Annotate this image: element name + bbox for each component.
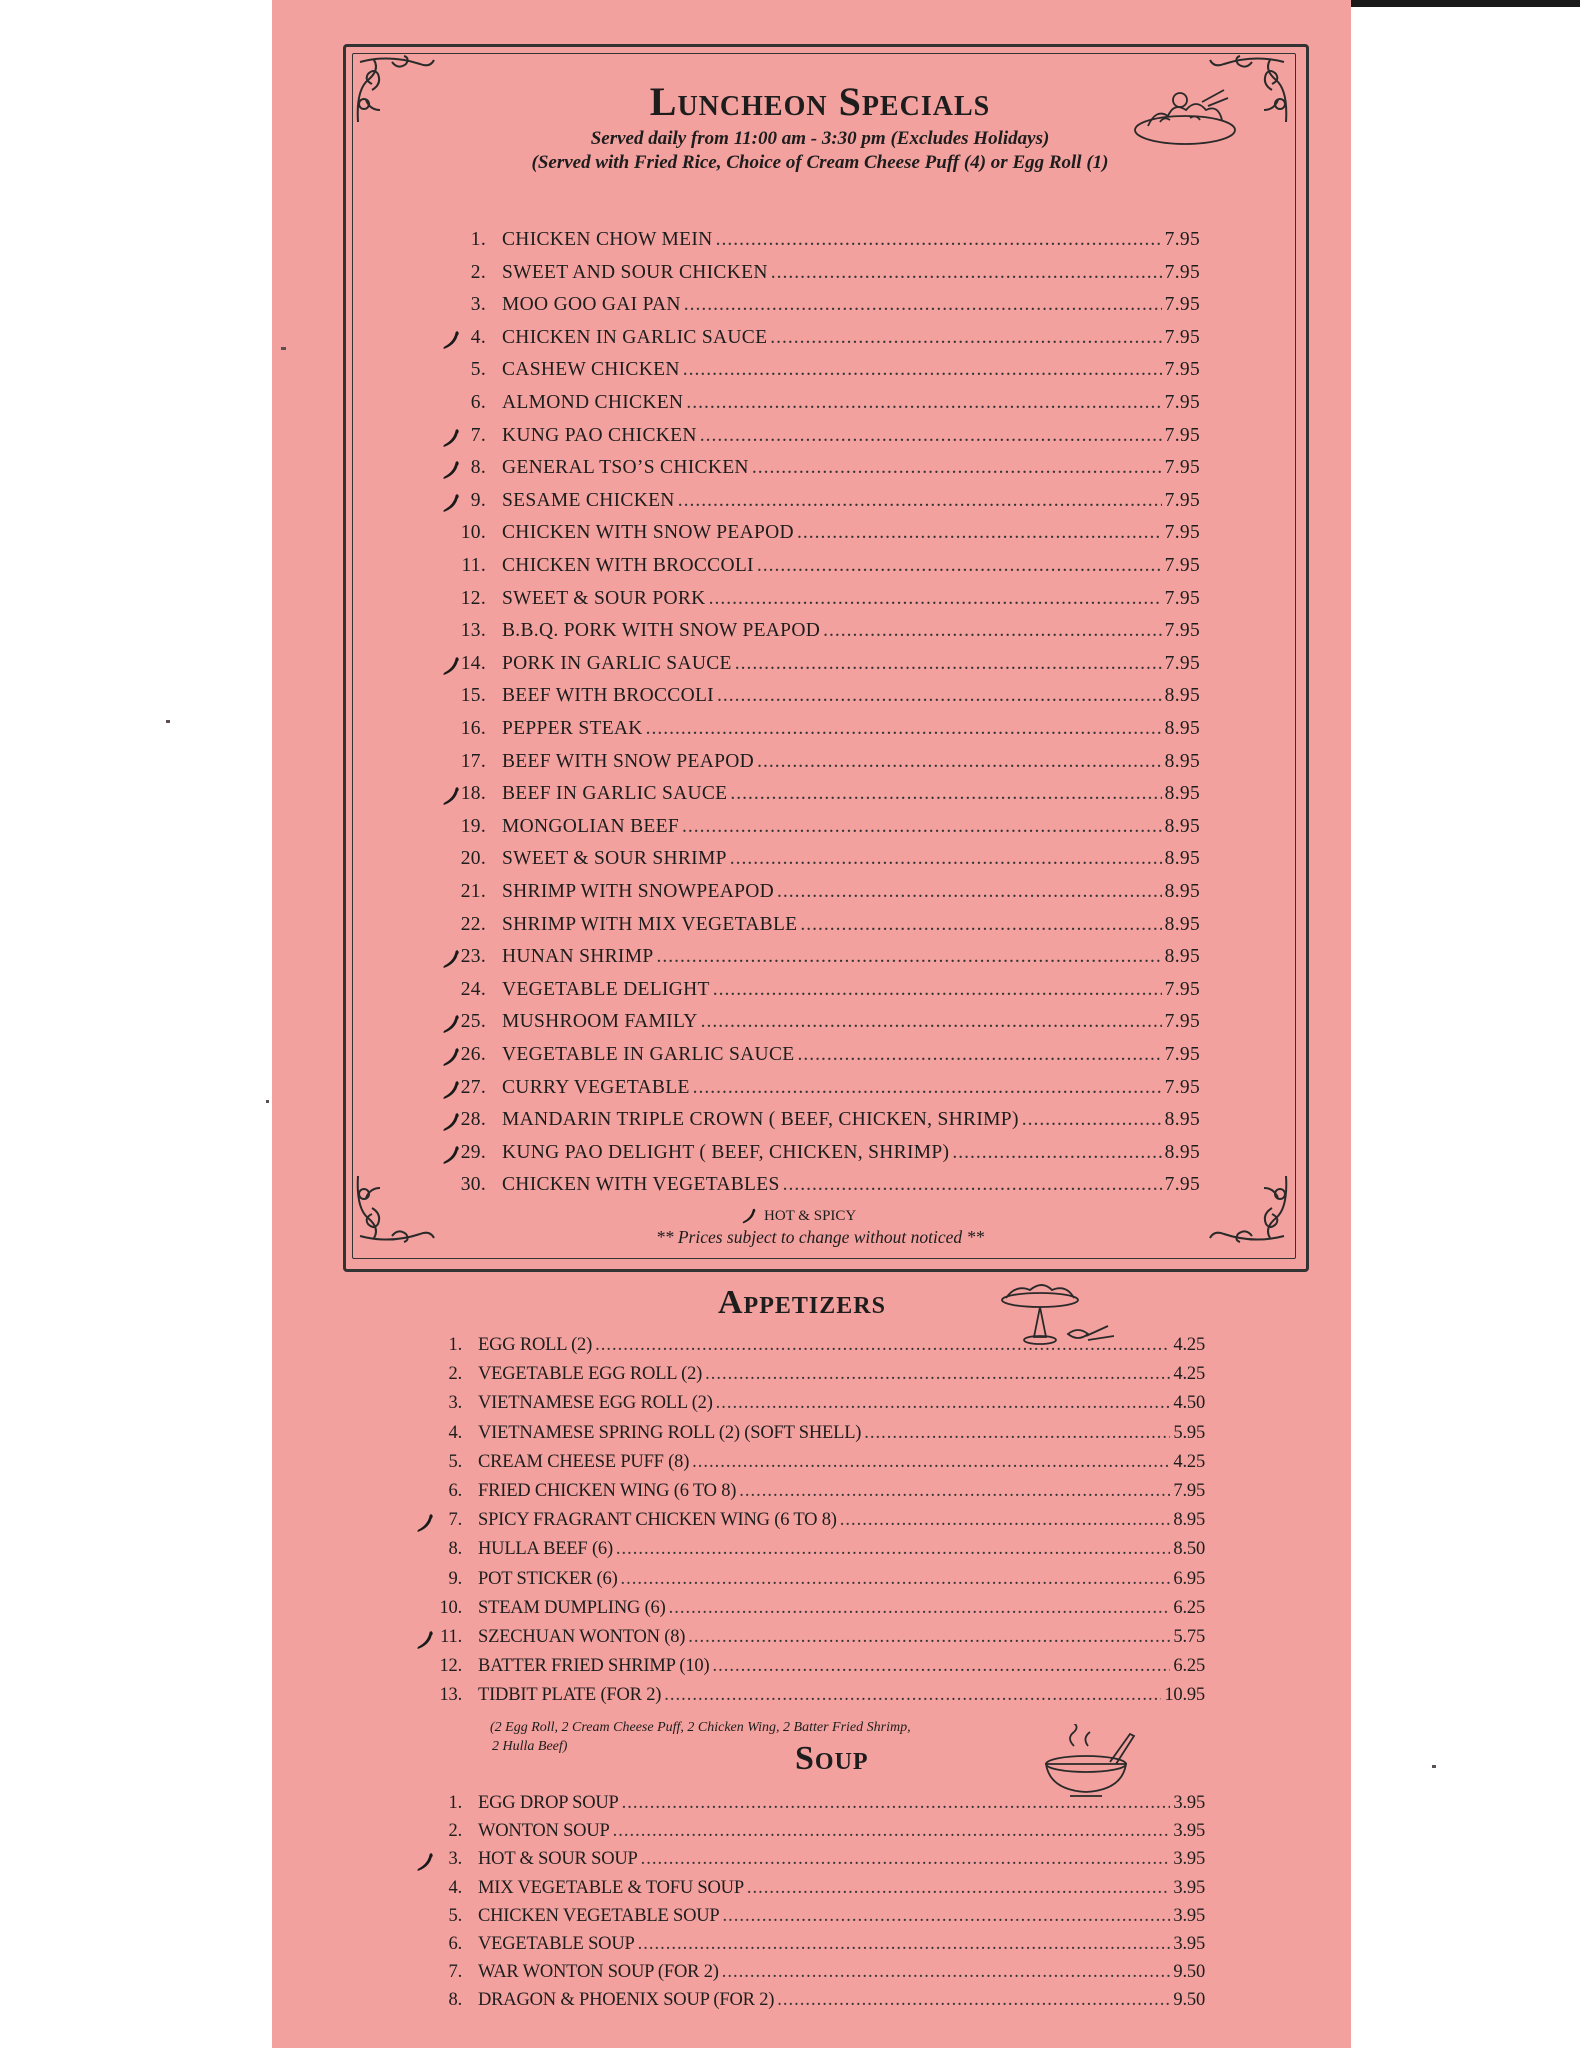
luncheon-item: [440, 979, 1200, 1009]
leader-dots: [777, 1990, 1170, 2011]
leader-dots: [682, 816, 1162, 838]
item-price: 7.95: [1164, 652, 1200, 674]
item-name: CURRY VEGETABLE: [502, 1076, 690, 1098]
item-price: 7.95: [1173, 1481, 1205, 1501]
leader-dots: [735, 653, 1162, 675]
appetizer-item: [420, 1656, 1205, 1685]
item-number: 29.: [460, 1141, 486, 1163]
leader-dots: [688, 1627, 1170, 1648]
item-number: 16.: [460, 718, 486, 739]
luncheon-item: [440, 490, 1200, 520]
soup-item: [420, 1962, 1205, 1991]
leader-dots: [692, 1452, 1170, 1473]
soup-item: [420, 1878, 1205, 1907]
item-number: 6.: [470, 392, 486, 413]
leader-dots: [713, 979, 1162, 1001]
soup-title: Soup: [795, 1740, 869, 1777]
appetizer-item: [420, 1510, 1205, 1539]
item-name: TIDBIT PLATE (FOR 2): [478, 1685, 662, 1706]
leader-dots: [641, 1849, 1171, 1870]
item-number: 3.: [470, 294, 486, 316]
scan-mark: [281, 347, 286, 350]
item-number: 22.: [460, 913, 486, 935]
item-price: 7.95: [1164, 294, 1200, 316]
item-name: VIETNAMESE SPRING ROLL (2) (SOFT SHELL): [478, 1422, 862, 1443]
item-number: 4.: [448, 1422, 462, 1443]
item-name: SPICY FRAGRANT CHICKEN WING (6 TO 8): [478, 1510, 837, 1531]
luncheon-item: [440, 294, 1200, 324]
luncheon-item: [440, 425, 1200, 455]
item-name: VEGETABLE DELIGHT: [502, 978, 710, 1000]
luncheon-sides-note: (Served with Fried Rice, Choice of Cream Cheese Puff (4) or Egg Roll (1): [531, 152, 1109, 173]
item-price: 3.95: [1173, 1821, 1205, 1842]
spicy-legend: [740, 1207, 856, 1225]
leader-dots: [613, 1821, 1171, 1842]
item-number: 10.: [439, 1597, 462, 1618]
item-name: CREAM CHEESE PUFF (8): [478, 1451, 690, 1472]
item-number: 1.: [448, 1793, 462, 1813]
item-price: 7.95: [1164, 326, 1200, 348]
item-price: 7.95: [1164, 1174, 1200, 1196]
item-name: CHICKEN WITH VEGETABLES: [502, 1174, 780, 1196]
item-price: 8.95: [1164, 1141, 1200, 1163]
chili-pepper-icon: [440, 459, 462, 481]
item-number: 11.: [461, 555, 486, 576]
item-name: CHICKEN CHOW MEIN: [502, 229, 713, 250]
leader-dots: [616, 1539, 1171, 1560]
item-name: BEEF WITH SNOW PEAPOD: [502, 750, 755, 772]
item-price: 3.95: [1173, 1934, 1205, 1954]
leader-dots: [678, 490, 1162, 512]
leader-dots: [952, 1142, 1161, 1164]
item-number: 4.: [448, 1877, 462, 1898]
luncheon-title: Luncheon Specials: [649, 79, 991, 124]
appetizer-item: [420, 1423, 1205, 1452]
leader-dots: [823, 620, 1162, 642]
leader-dots: [683, 359, 1162, 381]
leader-dots: [700, 425, 1162, 447]
leader-dots: [730, 783, 1161, 805]
item-price: 3.95: [1173, 1849, 1205, 1870]
item-price: 6.25: [1173, 1597, 1205, 1618]
item-name: VEGETABLE EGG ROLL (2): [478, 1364, 703, 1385]
spicy-legend-label: HOT & SPICY: [764, 1207, 857, 1224]
item-name: CHICKEN VEGETABLE SOUP: [478, 1905, 720, 1926]
item-number: 2.: [448, 1364, 462, 1385]
leader-dots: [783, 1174, 1162, 1196]
leader-dots: [712, 1656, 1170, 1677]
soup-item: [420, 1906, 1205, 1935]
luncheon-item: [440, 1109, 1200, 1139]
item-number: 12.: [439, 1656, 462, 1677]
leader-dots: [757, 751, 1162, 773]
leader-dots: [705, 1364, 1170, 1385]
chili-pepper-icon: [440, 1046, 462, 1068]
leader-dots: [777, 881, 1162, 903]
item-number: 13.: [460, 620, 486, 642]
item-name: BATTER FRIED SHRIMP (10): [478, 1656, 710, 1677]
item-price: 8.95: [1164, 718, 1200, 739]
item-number: 24.: [460, 978, 486, 1000]
item-price: 8.95: [1164, 1109, 1200, 1131]
chili-pepper-icon: [414, 1851, 436, 1873]
scan-mark: [1432, 1765, 1436, 1768]
item-name: SZECHUAN WONTON (8): [478, 1627, 686, 1647]
chili-pepper-icon: [440, 492, 462, 514]
luncheon-item: [440, 946, 1200, 976]
item-name: B.B.Q. PORK WITH SNOW PEAPOD: [502, 620, 821, 642]
leader-dots: [797, 522, 1162, 544]
item-number: 2.: [470, 261, 486, 283]
item-price: 7.95: [1164, 359, 1200, 381]
soup-item: [420, 1849, 1205, 1878]
chili-pepper-icon: [440, 1013, 462, 1035]
item-price: 7.95: [1164, 457, 1200, 479]
leader-dots: [840, 1510, 1171, 1531]
tidbit-note-line: (2 Egg Roll, 2 Cream Cheese Puff, 2 Chicken Wing, 2 Batter Fried Shrimp,: [490, 1720, 911, 1735]
item-name: HULLA BEEF (6): [478, 1539, 613, 1560]
leader-dots: [646, 718, 1162, 740]
chili-pepper-icon: [440, 655, 462, 677]
item-name: STEAM DUMPLING (6): [478, 1597, 666, 1618]
item-number: 8.: [448, 1539, 462, 1560]
item-name: CHICKEN WITH BROCCOLI: [502, 555, 754, 576]
leader-dots: [621, 1569, 1171, 1590]
leader-dots: [716, 1393, 1171, 1414]
leader-dots: [657, 946, 1162, 968]
luncheon-item: [440, 620, 1200, 650]
leader-dots: [709, 588, 1162, 610]
item-name: SWEET & SOUR PORK: [502, 587, 706, 609]
luncheon-item: [440, 914, 1200, 944]
item-price: 7.95: [1164, 620, 1200, 642]
leader-dots: [622, 1793, 1171, 1814]
item-number: 27.: [460, 1076, 486, 1098]
appetizer-item: [420, 1393, 1205, 1422]
soup-item: [420, 1793, 1205, 1822]
item-name: MOO GOO GAI PAN: [502, 294, 681, 316]
item-price: 4.25: [1173, 1335, 1205, 1355]
luncheon-item: [440, 653, 1200, 683]
item-name: WAR WONTON SOUP (FOR 2): [478, 1962, 719, 1983]
item-price: 8.95: [1164, 815, 1200, 837]
luncheon-item: [440, 359, 1200, 389]
item-number: 15.: [460, 685, 486, 707]
chili-pepper-icon: [740, 1207, 758, 1225]
chili-pepper-icon: [440, 785, 462, 807]
item-price: 7.95: [1164, 978, 1200, 1000]
item-name: SHRIMP WITH SNOWPEAPOD: [502, 881, 775, 902]
item-price: 7.95: [1164, 1011, 1200, 1033]
item-price: 8.95: [1164, 783, 1200, 805]
item-name: PORK IN GARLIC SAUCE: [502, 652, 732, 674]
ornament-corner-icon: [1204, 1168, 1294, 1248]
item-price: 3.95: [1173, 1793, 1205, 1813]
item-number: 5.: [470, 359, 486, 381]
item-name: VEGETABLE IN GARLIC SAUCE: [502, 1044, 795, 1065]
item-name: CHICKEN IN GARLIC SAUCE: [502, 326, 768, 348]
food-platter-icon: [1130, 82, 1240, 152]
luncheon-item: [440, 1011, 1200, 1041]
item-name: CASHEW CHICKEN: [502, 359, 680, 381]
soup-item: [420, 1990, 1205, 2019]
item-number: 7.: [448, 1510, 462, 1531]
item-price: 10.95: [1164, 1685, 1205, 1706]
luncheon-item: [440, 1174, 1200, 1204]
item-price: 7.95: [1164, 1076, 1200, 1098]
ornament-corner-icon: [350, 1168, 440, 1248]
item-name: DRAGON & PHOENIX SOUP (FOR 2): [478, 1990, 775, 2011]
luncheon-item: [440, 848, 1200, 878]
item-name: VEGETABLE SOUP: [478, 1934, 635, 1954]
leader-dots: [752, 457, 1162, 479]
leader-dots: [864, 1423, 1170, 1444]
item-number: 6.: [448, 1481, 462, 1501]
scan-mark: [166, 720, 170, 723]
item-price: 4.50: [1173, 1393, 1205, 1414]
leader-dots: [722, 1906, 1170, 1927]
leader-dots: [797, 1044, 1161, 1066]
luncheon-item: [440, 229, 1200, 259]
item-name: WONTON SOUP: [478, 1821, 610, 1842]
item-number: 10.: [460, 522, 486, 544]
leader-dots: [800, 914, 1161, 936]
luncheon-item: [440, 718, 1200, 748]
tidbit-plate-note: [490, 1718, 1050, 1756]
item-price: 3.95: [1173, 1905, 1205, 1926]
item-number: 17.: [460, 750, 486, 772]
item-number: 9.: [448, 1568, 462, 1589]
leader-dots: [747, 1878, 1171, 1899]
leader-dots: [730, 848, 1162, 870]
price-notice: ** Prices subject to change without noticed **: [655, 1227, 985, 1247]
leader-dots: [739, 1481, 1170, 1502]
chili-pepper-icon: [440, 948, 462, 970]
tidbit-note-line: 2 Hulla Beef): [492, 1739, 568, 1754]
luncheon-item: [440, 522, 1200, 552]
leader-dots: [1022, 1109, 1162, 1131]
item-name: EGG ROLL (2): [478, 1335, 593, 1355]
item-name: KUNG PAO CHICKEN: [502, 424, 697, 446]
leader-dots: [638, 1934, 1171, 1955]
item-name: CHICKEN WITH SNOW PEAPOD: [502, 522, 794, 544]
item-price: 7.95: [1164, 392, 1200, 413]
item-name: ALMOND CHICKEN: [502, 392, 684, 413]
item-price: 7.95: [1164, 489, 1200, 511]
item-number: 20.: [460, 848, 486, 870]
item-name: FRIED CHICKEN WING (6 TO 8): [478, 1481, 737, 1501]
leader-dots: [664, 1685, 1161, 1706]
item-price: 8.95: [1164, 913, 1200, 935]
item-number: 26.: [460, 1044, 486, 1065]
item-name: MONGOLIAN BEEF: [502, 815, 679, 837]
item-number: 19.: [460, 815, 486, 837]
item-price: 5.95: [1173, 1422, 1205, 1443]
item-name: KUNG PAO DELIGHT ( BEEF, CHICKEN, SHRIMP): [502, 1141, 950, 1163]
item-number: 12.: [460, 587, 486, 609]
item-number: 2.: [448, 1821, 462, 1842]
luncheon-item: [440, 1142, 1200, 1172]
item-number: 9.: [470, 489, 486, 511]
luncheon-item: [440, 262, 1200, 292]
item-name: HOT & SOUR SOUP: [478, 1849, 638, 1870]
item-price: 9.50: [1173, 1990, 1205, 2011]
luncheon-item: [440, 751, 1200, 781]
item-price: 7.95: [1164, 555, 1200, 576]
chili-pepper-icon: [440, 1111, 462, 1133]
leader-dots: [771, 262, 1162, 284]
item-price: 8.95: [1164, 750, 1200, 772]
item-number: 11.: [440, 1627, 462, 1647]
item-number: 28.: [460, 1109, 486, 1131]
item-name: MUSHROOM FAMILY: [502, 1011, 698, 1033]
chili-pepper-icon: [414, 1629, 436, 1651]
item-number: 30.: [460, 1174, 486, 1196]
item-price: 7.95: [1164, 424, 1200, 446]
leader-dots: [669, 1598, 1171, 1619]
item-number: 6.: [448, 1934, 462, 1954]
item-name: GENERAL TSO’S CHICKEN: [502, 457, 749, 479]
appetizer-item: [420, 1364, 1205, 1393]
appetizer-item: [420, 1452, 1205, 1481]
item-name: MANDARIN TRIPLE CROWN ( BEEF, CHICKEN, SHRIMP): [502, 1109, 1019, 1131]
item-price: 3.95: [1173, 1877, 1205, 1898]
luncheon-hours: Served daily from 11:00 am - 3:30 pm (Excludes Holidays): [590, 128, 1050, 149]
soup-item: [420, 1821, 1205, 1850]
item-number: 23.: [460, 946, 486, 968]
appetizer-item: [420, 1539, 1205, 1568]
item-number: 1.: [448, 1335, 462, 1355]
item-price: 8.95: [1164, 881, 1200, 902]
item-name: EGG DROP SOUP: [478, 1793, 619, 1813]
appetizer-item: [420, 1627, 1205, 1656]
item-price: 4.25: [1173, 1451, 1205, 1472]
item-name: HUNAN SHRIMP: [502, 946, 654, 968]
luncheon-item: [440, 1077, 1200, 1107]
item-name: SHRIMP WITH MIX VEGETABLE: [502, 913, 798, 935]
appetizer-item: [420, 1481, 1205, 1510]
luncheon-item: [440, 327, 1200, 357]
item-price: 8.50: [1173, 1539, 1205, 1560]
chili-pepper-icon: [440, 427, 462, 449]
item-name: SESAME CHICKEN: [502, 489, 675, 511]
item-number: 1.: [470, 229, 486, 250]
luncheon-item: [440, 783, 1200, 813]
leader-dots: [770, 327, 1161, 349]
item-number: 14.: [460, 652, 486, 674]
appetizer-item: [420, 1569, 1205, 1598]
chili-pepper-icon: [440, 1079, 462, 1101]
leader-dots: [757, 555, 1162, 577]
item-number: 4.: [470, 326, 486, 348]
luncheon-item: [440, 881, 1200, 911]
item-name: MIX VEGETABLE & TOFU SOUP: [478, 1877, 744, 1898]
item-number: 8.: [448, 1990, 462, 2011]
item-price: 7.95: [1164, 587, 1200, 609]
item-price: 7.95: [1164, 522, 1200, 544]
luncheon-item: [440, 555, 1200, 585]
luncheon-item: [440, 457, 1200, 487]
appetizers-title: Appetizers: [718, 1284, 886, 1321]
soup-item: [420, 1934, 1205, 1963]
item-number: 7.: [448, 1962, 462, 1983]
luncheon-item: [440, 588, 1200, 618]
item-price: 7.95: [1164, 261, 1200, 283]
leader-dots: [684, 294, 1162, 316]
chili-pepper-icon: [414, 1512, 436, 1534]
item-name: BEEF WITH BROCCOLI: [502, 685, 714, 707]
scan-margin: [1351, 0, 1580, 2048]
item-number: 5.: [448, 1905, 462, 1926]
item-price: 5.75: [1173, 1627, 1205, 1647]
item-number: 7.: [470, 424, 486, 446]
leader-dots: [595, 1335, 1170, 1356]
item-price: 7.95: [1164, 1044, 1200, 1065]
item-number: 3.: [448, 1849, 462, 1870]
item-number: 3.: [448, 1393, 462, 1414]
item-price: 9.50: [1173, 1962, 1205, 1983]
luncheon-item: [440, 1044, 1200, 1074]
item-price: 6.25: [1173, 1656, 1205, 1677]
item-name: POT STICKER (6): [478, 1568, 618, 1589]
item-price: 8.95: [1164, 685, 1200, 707]
item-number: 5.: [448, 1451, 462, 1472]
item-number: 8.: [470, 457, 486, 479]
appetizer-item: [420, 1685, 1205, 1714]
luncheon-item: [440, 816, 1200, 846]
item-price: 8.95: [1164, 946, 1200, 968]
leader-dots: [693, 1077, 1162, 1099]
item-number: 18.: [460, 783, 486, 805]
item-price: 4.25: [1173, 1364, 1205, 1385]
leader-dots: [716, 229, 1162, 251]
item-name: SWEET & SOUR SHRIMP: [502, 848, 727, 870]
leader-dots: [722, 1962, 1171, 1983]
appetizer-item: [420, 1335, 1205, 1364]
item-number: 25.: [460, 1011, 486, 1033]
item-name: VIETNAMESE EGG ROLL (2): [478, 1393, 713, 1414]
chili-pepper-icon: [440, 329, 462, 351]
chili-pepper-icon: [440, 1144, 462, 1166]
item-price: 8.95: [1164, 848, 1200, 870]
scan-edge: [1351, 0, 1580, 7]
item-price: 8.95: [1173, 1510, 1205, 1531]
item-price: 6.95: [1173, 1568, 1205, 1589]
scan-mark: [266, 1100, 269, 1103]
luncheon-item: [440, 392, 1200, 422]
item-name: BEEF IN GARLIC SAUCE: [502, 783, 728, 805]
appetizer-item: [420, 1598, 1205, 1627]
item-name: SWEET AND SOUR CHICKEN: [502, 261, 768, 283]
item-number: 13.: [439, 1685, 462, 1706]
leader-dots: [701, 1011, 1162, 1033]
item-number: 21.: [460, 881, 486, 902]
leader-dots: [717, 685, 1162, 707]
luncheon-item: [440, 685, 1200, 715]
item-name: PEPPER STEAK: [502, 718, 643, 739]
leader-dots: [686, 392, 1161, 414]
item-price: 7.95: [1164, 229, 1200, 250]
